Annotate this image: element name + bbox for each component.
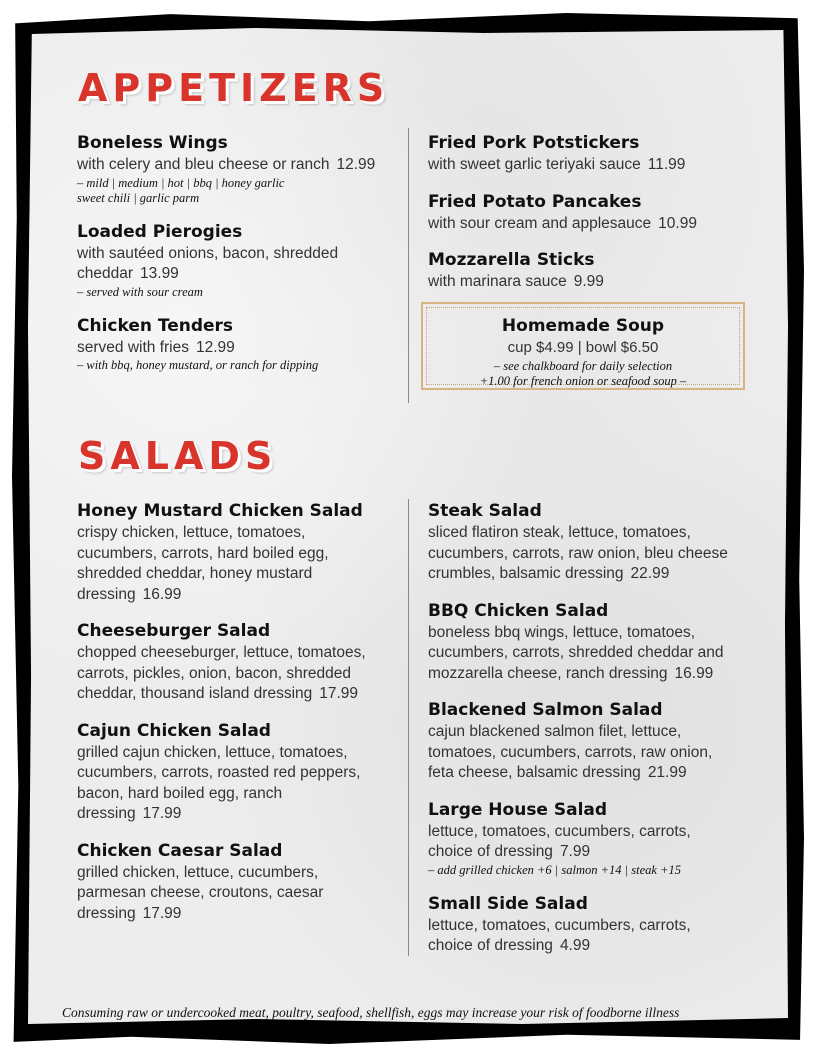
menu-item bbox=[77, 220, 367, 300]
menu-item bbox=[77, 719, 382, 825]
item-description: grilled cajun chicken, lettuce, tomatoes, cucumbers, carrots, roasted red peppers, bacon, hard boiled egg, ranch dressing 17.99 bbox=[77, 743, 361, 822]
menu-item bbox=[77, 314, 397, 374]
item-name: Blackened Salmon Salad bbox=[428, 700, 663, 720]
salads-left-column bbox=[77, 499, 382, 938]
item-price: 12.99 bbox=[336, 156, 376, 173]
soup-prices: cup $4.99 | bowl $6.50 bbox=[507, 339, 659, 356]
menu-item bbox=[428, 798, 718, 878]
item-description: with marinara sauce 9.99 bbox=[428, 273, 604, 290]
soup-note: – see chalkboard for daily selection bbox=[493, 358, 673, 373]
item-price: 17.99 bbox=[142, 904, 182, 922]
item-price: 7.99 bbox=[559, 843, 591, 860]
item-description: lettuce, tomatoes, cucumbers, carrots, choice of dressing 4.99 bbox=[428, 916, 691, 954]
item-description: cajun blackened salmon filet, lettuce, tomatoes, cucumbers, carrots, raw onion, feta cheese, balsamic dressing 21.99 bbox=[428, 723, 713, 781]
item-description: sliced flatiron steak, lettuce, tomatoes, cucumbers, carrots, raw onion, bleu cheese crumbles, balsamic dressing 22.99 bbox=[428, 524, 728, 582]
soup-special-inner bbox=[426, 307, 740, 388]
menu-item bbox=[428, 190, 738, 235]
menu-item bbox=[428, 499, 738, 585]
item-price: 10.99 bbox=[658, 214, 697, 232]
item-name: Small Side Salad bbox=[428, 893, 588, 914]
item-description: served with fries 12.99 bbox=[77, 338, 235, 356]
item-name: Chicken Tenders bbox=[77, 315, 234, 336]
food-safety-disclaimer: Consuming raw or undercooked meat, poultry, seafood, shellfish, eggs may increase your risk of foodborne illness bbox=[62, 1005, 680, 1020]
appetizers-heading: APPETIZERS bbox=[78, 66, 390, 110]
item-description: with celery and bleu cheese or ranch 12.99 bbox=[77, 156, 376, 173]
menu-item bbox=[428, 892, 718, 957]
appetizers-right-column bbox=[428, 131, 738, 307]
item-name: Loaded Pierogies bbox=[77, 221, 243, 242]
item-name: Fried Pork Potstickers bbox=[428, 133, 640, 153]
column-divider bbox=[408, 128, 409, 403]
item-name: Large House Salad bbox=[428, 799, 608, 820]
item-price: 12.99 bbox=[195, 338, 235, 356]
item-price: 11.99 bbox=[647, 156, 686, 173]
item-note: – served with sour cream bbox=[77, 284, 203, 299]
menu-item bbox=[428, 248, 738, 293]
item-name: Mozzarella Sticks bbox=[428, 250, 595, 270]
item-name: BBQ Chicken Salad bbox=[428, 600, 609, 621]
item-price: 17.99 bbox=[142, 805, 182, 822]
item-description: chopped cheeseburger, lettuce, tomatoes, carrots, pickles, onion, bacon, shredded cheddar, thousand island dressing 17.99 bbox=[77, 644, 366, 702]
soup-name: Homemade Soup bbox=[501, 316, 665, 336]
item-description: with sour cream and applesauce 10.99 bbox=[428, 214, 697, 232]
salads-heading: SALADS bbox=[78, 434, 278, 478]
appetizers-left-column bbox=[77, 131, 397, 387]
item-note: sweet chili | garlic parm bbox=[77, 190, 200, 205]
item-price: 9.99 bbox=[573, 273, 604, 290]
item-name: Chicken Caesar Salad bbox=[77, 840, 283, 861]
item-description: with sautéed onions, bacon, shredded cheddar 13.99 bbox=[77, 244, 339, 282]
item-description: crispy chicken, lettuce, tomatoes, cucumbers, carrots, hard boiled egg, shredded cheddar, honey mustard dressing 16.99 bbox=[77, 524, 329, 603]
menu-item bbox=[77, 839, 382, 925]
item-description: boneless bbq wings, lettuce, tomatoes, cucumbers, carrots, shredded cheddar and mozzarella cheese, ranch dressing 16.99 bbox=[428, 623, 724, 682]
soup-note: +1.00 for french onion or seafood soup – bbox=[479, 373, 687, 388]
item-price: 16.99 bbox=[142, 585, 182, 603]
soup-special-box bbox=[421, 302, 745, 390]
item-price: 21.99 bbox=[647, 764, 687, 781]
item-name: Boneless Wings bbox=[77, 133, 228, 153]
item-name: Cheeseburger Salad bbox=[77, 621, 271, 641]
item-note: – with bbq, honey mustard, or ranch for dipping bbox=[77, 358, 319, 372]
item-description: with sweet garlic teriyaki sauce 11.99 bbox=[428, 156, 686, 173]
menu-item bbox=[428, 131, 738, 176]
salads-right-column bbox=[428, 499, 738, 971]
menu-item bbox=[77, 619, 382, 705]
item-price: 22.99 bbox=[630, 565, 670, 582]
column-divider bbox=[408, 499, 409, 956]
item-price: 13.99 bbox=[140, 265, 179, 282]
item-note: – mild | medium | hot | bbq | honey garlic bbox=[77, 175, 285, 190]
menu-item bbox=[428, 698, 738, 784]
menu-item bbox=[77, 499, 382, 605]
item-price: 17.99 bbox=[319, 685, 359, 702]
item-note: – add grilled chicken +6 | salmon +14 | steak +15 bbox=[428, 862, 681, 877]
item-name: Steak Salad bbox=[428, 501, 542, 521]
menu-item bbox=[428, 599, 738, 685]
item-name: Cajun Chicken Salad bbox=[77, 720, 271, 741]
item-name: Fried Potato Pancakes bbox=[428, 191, 642, 212]
item-description: grilled chicken, lettuce, cucumbers, parmesan cheese, croutons, caesar dressing 17.99 bbox=[77, 863, 324, 922]
item-price: 4.99 bbox=[559, 937, 591, 954]
item-name: Honey Mustard Chicken Salad bbox=[77, 501, 363, 521]
item-price: 16.99 bbox=[674, 664, 714, 682]
menu-item bbox=[77, 131, 397, 206]
item-description: lettuce, tomatoes, cucumbers, carrots, choice of dressing 7.99 bbox=[428, 822, 691, 860]
